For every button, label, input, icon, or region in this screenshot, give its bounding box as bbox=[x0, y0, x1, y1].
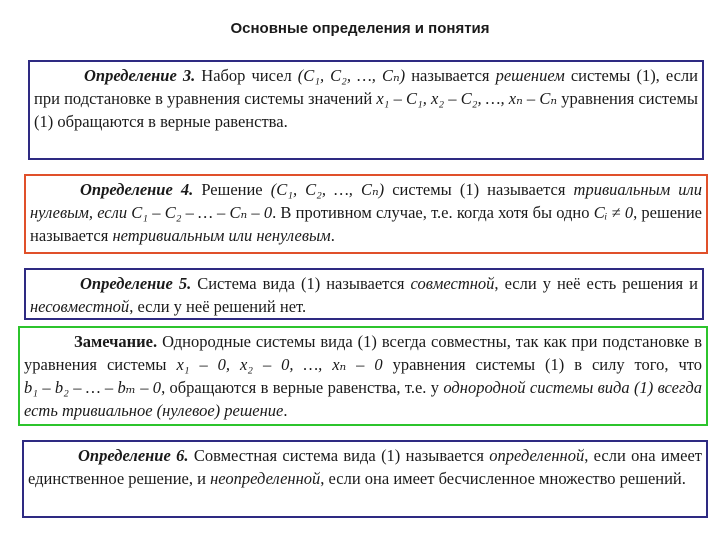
definition-6-text-1: Совместная система вида (1) называется bbox=[188, 446, 490, 465]
definition-3-text-2: называется bbox=[405, 66, 496, 85]
definition-3-formula-2: x₁ – C₁, x₂ – C₂, …, xₙ – Cₙ bbox=[376, 89, 558, 108]
definition-4-text-5: . bbox=[330, 226, 335, 245]
definition-4-formula-2: C₁ – C₂ – … – Cₙ – 0 bbox=[131, 203, 273, 222]
definition-5-term-1: совместной bbox=[410, 274, 495, 293]
definition-5-text-2: , если у неё есть решения и bbox=[494, 274, 698, 293]
definition-6-text-3: , если она имеет бесчисленное множество решений. bbox=[320, 469, 686, 488]
remark-formula-2: b₁ – b₂ – … – bₘ – 0 bbox=[24, 378, 162, 397]
definition-4-formula-3: Cᵢ ≠ 0 bbox=[593, 203, 634, 222]
definition-3-text-1: Набор чисел bbox=[195, 66, 298, 85]
remark-text-2: уравнения системы (1) в силу того, что bbox=[382, 355, 702, 374]
remark-term: однородной системы вида (1) всегда есть тривиальное (нулевое) решение bbox=[24, 378, 703, 420]
definition-4-heading: Определение 4. bbox=[80, 180, 194, 199]
definition-4-box bbox=[24, 174, 708, 254]
definition-4-formula-1: (C₁, C₂, …, Cₙ) bbox=[270, 180, 385, 199]
definition-4-term-2: нетривиальным или ненулевым bbox=[112, 226, 331, 245]
definition-4-text-3: . В противном случае, т.е. когда хотя бы одно bbox=[272, 203, 594, 222]
definition-4-term-1: тривиальным или нулевым, если bbox=[30, 180, 702, 222]
definition-5-heading: Определение 5. bbox=[80, 274, 192, 293]
remark-text-4: . bbox=[283, 401, 288, 420]
remark-heading: Замечание. bbox=[74, 332, 158, 351]
definition-4-text-2: системы (1) называется bbox=[384, 180, 574, 199]
definition-3-formula-1: (C₁, C₂, …, Cₙ) bbox=[297, 66, 406, 85]
definition-5-box bbox=[24, 268, 704, 320]
definition-6-box bbox=[22, 440, 708, 518]
definition-5-term-2: несовместной bbox=[30, 297, 130, 316]
definition-6-text-2: , если она имеет единственное решение, и bbox=[28, 446, 702, 488]
definition-3-text-3: системы (1), если при подстановке в уравнения системы значений bbox=[34, 66, 698, 108]
definition-6-term-1: определенной bbox=[489, 446, 585, 465]
definition-5-text-1: Система вида (1) называется bbox=[191, 274, 411, 293]
definition-3-box bbox=[28, 60, 704, 160]
definition-4-text-4: , решение называется bbox=[30, 203, 702, 245]
definition-6-term-2: неопределенной bbox=[210, 469, 321, 488]
page-title: Основные определения и понятия bbox=[230, 20, 490, 37]
definition-3-heading: Определение 3. bbox=[84, 66, 196, 85]
definition-3-text-4: уравнения системы (1) обращаются в верные равенства. bbox=[34, 89, 698, 131]
definition-6-heading: Определение 6. bbox=[78, 446, 189, 465]
remark-box bbox=[18, 326, 708, 426]
definition-4-text-1: Решение bbox=[193, 180, 271, 199]
remark-formula-1: x₁ – 0, x₂ – 0, …, xₙ – 0 bbox=[176, 355, 383, 374]
remark-text-1: Однородные системы вида (1) всегда совместны, так как при подстановке в уравнения системы bbox=[24, 332, 702, 374]
definition-3-term: решением bbox=[495, 66, 565, 85]
remark-text-3: , обращаются в верные равенства, т.е. у bbox=[161, 378, 444, 397]
definition-5-text-3: , если у неё решений нет. bbox=[129, 297, 307, 316]
